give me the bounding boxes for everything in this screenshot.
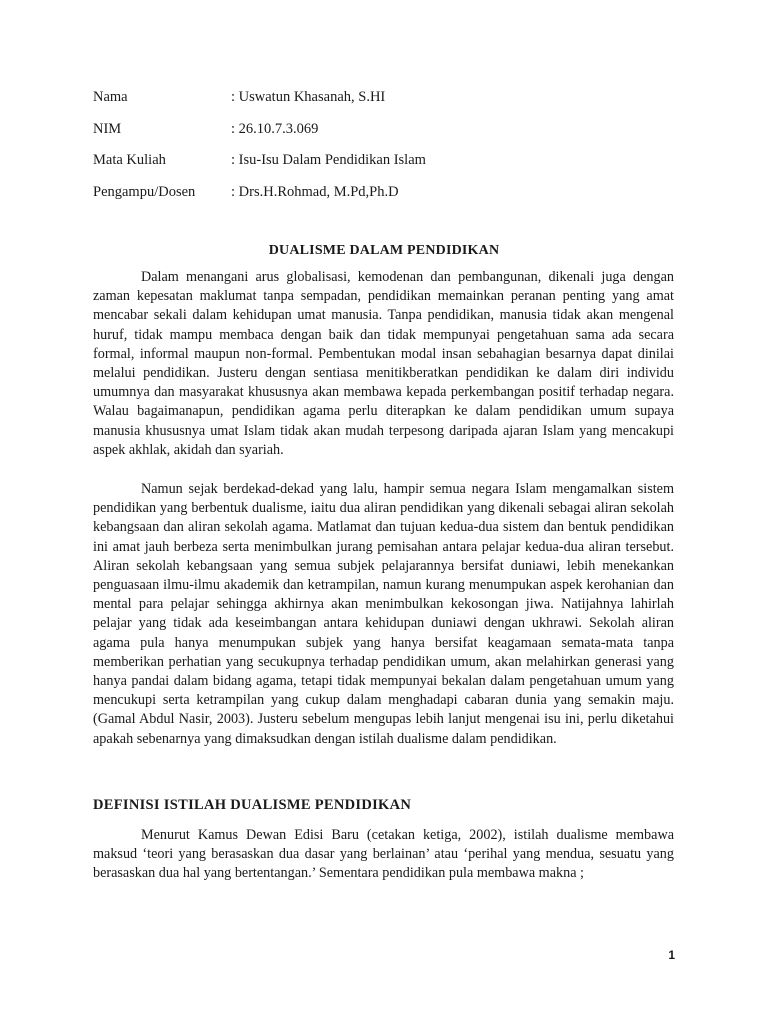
paragraph-text: Menurut Kamus Dewan Edisi Baru (cetakan ketiga, 2002), istilah dualisme membawa maksud ‘teori yang berasaskan dua dasar yang berlainan’ atau ‘perihal yang mendua, sesuatu yang berasaskan dua hal yang bertentangan.’ Sementara pendidikan pula membawa makna ; [93, 827, 674, 882]
page-number: 1 [668, 948, 675, 962]
info-value: : Isu-Isu Dalam Pendidikan Islam [231, 152, 426, 168]
paragraph-text: Dalam menangani arus globalisasi, kemodenan dan pembangunan, dikenali juga dengan zaman kepesatan maklumat tanpa sempadan, pendidikan memainkan peranan penting yang amat mencabar sekali dalam kehidupan umat manusia. Tanpa pendidikan, manusia tidak akan mengenal huruf, tidak mampu membaca dengan baik dan tidak mempunyai pengetahuan sama ada secara formal, informal maupun non-formal. Pembentukan modal insan sebahagian besarnya dapat dinilai melalui pendidikan. Justeru dengan sentiasa menitikberatkan pendidikan ke dalam diri individu umumnya dan masyarakat khususnya akan membawa kepada perkembangan positif terhadap negara. Walau bagaimanapun, pendidikan agama perlu diterapkan ke dalam pendidikan umum supaya manusia khususnya umat Islam tidak akan mudah terpesong daripada ajaran Islam yang mencakupi aspek akhlak, akidah dan syariah. [93, 269, 674, 458]
info-value: : Uswatun Khasanah, S.HI [231, 89, 386, 105]
paragraph-text: Namun sejak berdekad-dekad yang lalu, hampir semua negara Islam mengamalkan sistem pendidikan yang berbentuk dualisme, iaitu dua aliran pendidikan yang dikenali sebagai aliran sekolah kebangsaan dan aliran sekolah agama. Matlamat dan tujuan kedua-dua sistem dan bentuk pendidikan ini amat jauh berbeza serta menimbulkan jurang pemisahan antara pelajar kedua-dua aliran tersebut. Aliran sekolah kebangsaan yang semua subjek pelajarannya bersifat duniawi, lebih menekankan penguasaan ilmu-ilmu akademik dan ketrampilan, namun kurang menumpukan aspek kerohanian dan mental para pelajar sehingga akhirnya akan menimbulkan kekosongan jiwa. Natijahnya lahirlah pelajar yang tidak ada keseimbangan antara kehidupan duniawi dengan ukhrawi. Sekolah aliran agama pula hanya menumpukan subjek yang hanya bersifat keagamaan semata-mata tanpa memberikan perhatian yang secukupnya terhadap pendidikan umum, akan melahirkan generasi yang hanya pandai dalam bidang agama, tetapi tidak mempunyai bekalan dalam pengetahuan umum yang mencukupi serta ketrampilan yang cukup dalam menghadapi cabaran dunia yang semakin maju. (Gamal Abdul Nasir, 2003). Justeru sebelum mengupas lebih lanjut mengenai isu ini, perlu diketahui apakah sebenarnya yang dimaksudkan dengan istilah dualisme dalam pendidikan. [93, 481, 674, 747]
info-value: : Drs.H.Rohmad, M.Pd,Ph.D [231, 183, 399, 200]
info-label: Pengampu/Dosen [93, 183, 196, 200]
document-title: DUALISME DALAM PENDIDIKAN [268, 243, 500, 258]
info-row-mata-kuliah [93, 150, 693, 182]
info-row-nama [93, 87, 693, 119]
paragraph-dualism-history [93, 480, 674, 749]
paragraph-intro [93, 268, 674, 460]
info-row-nim [93, 119, 693, 151]
section-heading: DEFINISI ISTILAH DUALISME PENDIDIKAN [93, 797, 412, 813]
info-label: Nama [93, 89, 128, 105]
paragraph-definition [93, 826, 674, 884]
info-label: NIM [93, 120, 122, 137]
student-info-header [93, 87, 693, 213]
info-value: : 26.10.7.3.069 [231, 120, 319, 137]
info-label: Mata Kuliah [93, 152, 166, 168]
info-row-pengampu [93, 182, 693, 214]
